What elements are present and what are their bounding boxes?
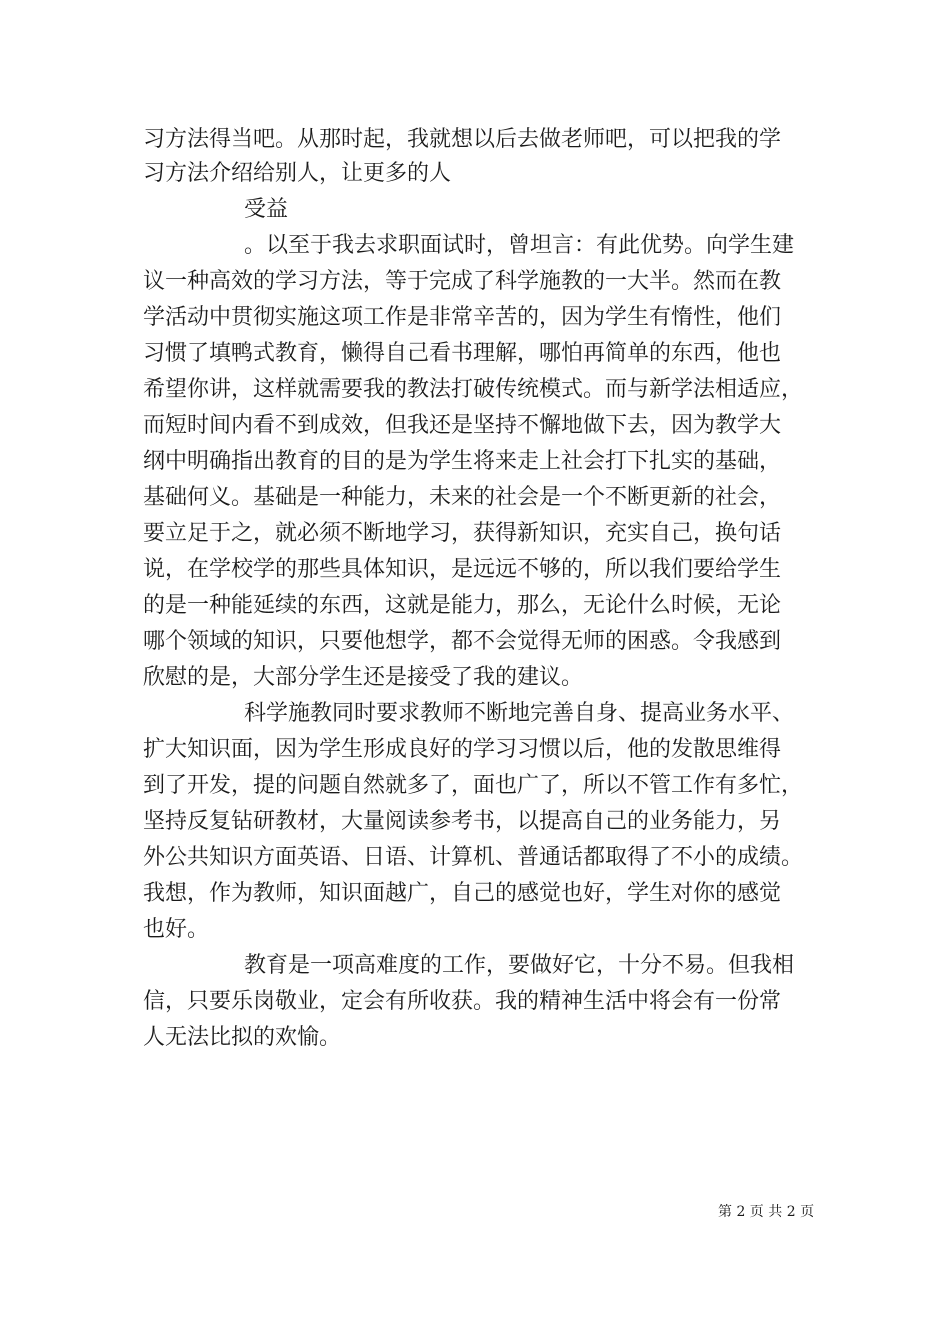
text-line: 纲中明确指出教育的目的是为学生将来走上社会打下扎实的基础， [143, 449, 782, 474]
text-line: 说，在学校学的那些具体知识，是远远不够的，所以我们要给学生 [143, 557, 782, 582]
text-line: 坚持反复钻研教材，大量阅读参考书，以提高自己的业务能力，另 [143, 809, 782, 834]
text-line: 学活动中贯彻实施这项工作是非常辛苦的，因为学生有惰性，他们 [143, 305, 782, 330]
text-line: 希望你讲，这样就需要我的教法打破传统模式。而与新学法相适应， [143, 377, 804, 402]
text-line: 而短时间内看不到成效，但我还是坚持不懈地做下去，因为教学大 [143, 413, 782, 438]
text-line: 也好。 [143, 917, 210, 942]
text-line: 习方法介绍给别人，让更多的人 [143, 161, 452, 186]
text-line: 科学施教同时要求教师不断地完善自身、提高业务水平、 [244, 701, 795, 726]
text-line: 教育是一项高难度的工作，要做好它，十分不易。但我相 [244, 953, 795, 978]
text-line: 扩大知识面，因为学生形成良好的学习习惯以后，他的发散思维得 [143, 737, 782, 762]
text-line: 欣慰的是，大部分学生还是接受了我的建议。 [143, 665, 584, 690]
text-line: 基础何义。基础是一种能力，未来的社会是一个不断更新的社会， [143, 485, 782, 510]
page-number: 第 2 页 共 2 页 [718, 1204, 815, 1220]
text-line: 人无法比拟的欢愉。 [143, 1025, 342, 1050]
text-line: 要立足于之，就必须不断地学习，获得新知识，充实自己，换句话 [143, 521, 782, 546]
text-line: 。以至于我去求职面试时，曾坦言：有此优势。向学生建 [244, 233, 795, 258]
text-line: 我想，作为教师，知识面越广，自己的感觉也好，学生对你的感觉 [143, 881, 782, 906]
text-line: 习方法得当吧。从那时起，我就想以后去做老师吧，可以把我的学 [143, 127, 782, 152]
text-line: 议一种高效的学习方法，等于完成了科学施教的一大半。然而在教 [143, 269, 782, 294]
text-line: 外公共知识方面英语、日语、计算机、普通话都取得了不小的成绩。 [143, 845, 804, 870]
text-line: 受益 [244, 197, 289, 222]
text-line: 到了开发，提的问题自然就多了，面也广了，所以不管工作有多忙， [143, 773, 804, 798]
text-line: 习惯了填鸭式教育，懒得自己看书理解，哪怕再简单的东西，他也 [143, 341, 782, 366]
text-line: 哪个领域的知识，只要他想学，都不会觉得无师的困惑。令我感到 [143, 629, 782, 654]
text-line: 信，只要乐岗敬业，定会有所收获。我的精神生活中将会有一份常 [143, 989, 782, 1014]
text-line: 的是一种能延续的东西，这就是能力，那么，无论什么时候，无论 [143, 593, 782, 618]
